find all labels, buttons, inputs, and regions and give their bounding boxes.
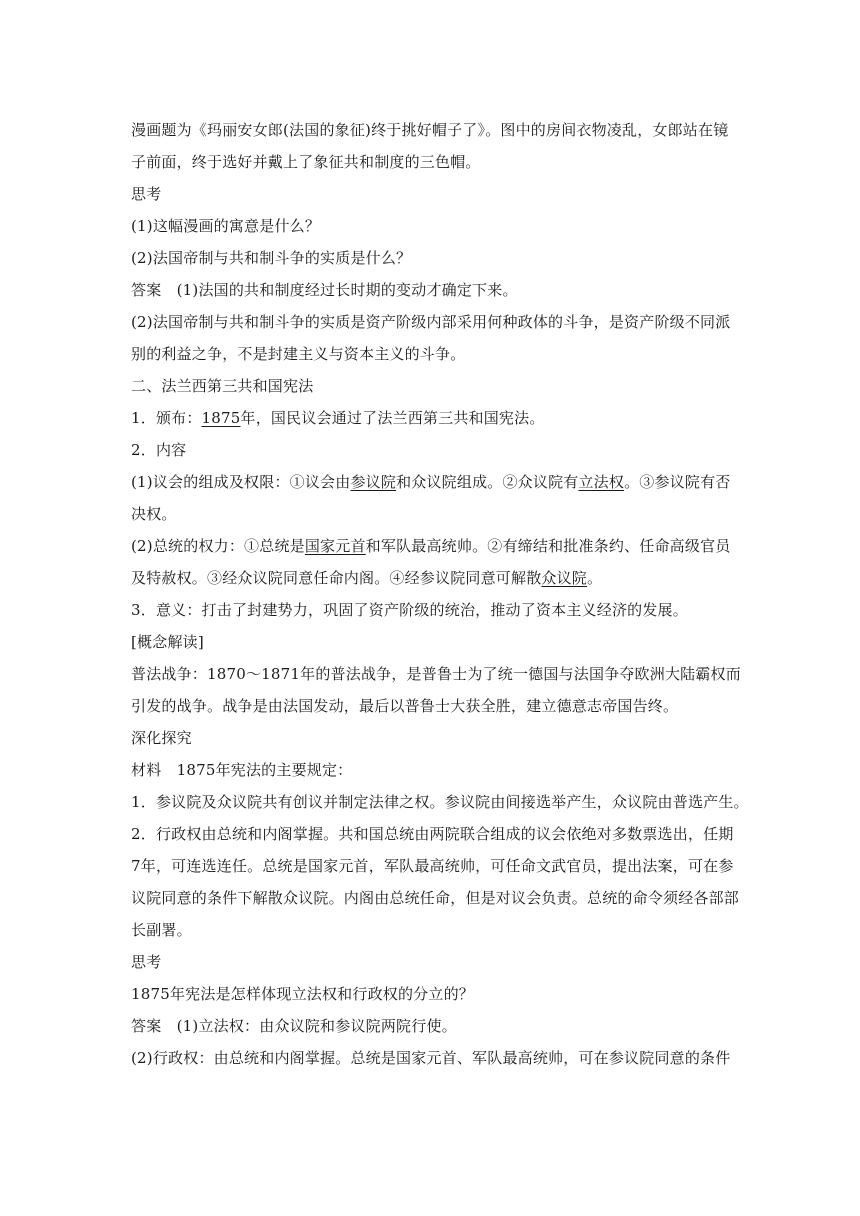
- text-segment: 引发的战争。战争是由法国发动，最后以普鲁士大获全胜，建立德意志帝国告终。: [131, 697, 679, 715]
- text-line: [131, 466, 741, 498]
- text-line: [131, 114, 741, 146]
- text-segment: 1．参议院及众议院共有创议并制定法律之权。参议院由间接选举产生，众议院由普选产生。: [131, 793, 749, 811]
- text-line: [131, 562, 741, 594]
- text-line: [131, 626, 741, 658]
- text-segment: 思考: [131, 953, 162, 971]
- text-segment: 思考: [131, 185, 162, 203]
- text-segment: 普法战争：1870～1871年的普法战争，是普鲁士为了统一德国与法国争夺欧洲大陆霸权而: [131, 665, 741, 683]
- text-segment: 1．颁布：: [131, 409, 202, 427]
- text-segment: (2)法国帝制与共和制斗争的实质是什么？: [131, 249, 412, 267]
- text-line: [131, 434, 741, 466]
- text-segment: 1875年宪法是怎样体现立法权和行政权的分立的？: [131, 985, 474, 1003]
- text-line: [131, 1010, 741, 1042]
- text-segment: 材料 1875年宪法的主要规定：: [131, 761, 353, 779]
- text-line: [131, 178, 741, 210]
- text-segment: 7年，可连选连任。总统是国家元首，军队最高统帅，可任命文武官员，提出法案，可在参: [131, 857, 734, 875]
- underlined-term: 1875: [201, 409, 241, 427]
- text-segment: 和军队最高统帅。②有缔结和批准条约、任命高级官员: [365, 537, 731, 555]
- text-segment: (2)行政权：由总统和内阁掌握。总统是国家元首、军队最高统帅，可在参议院同意的条件: [131, 1049, 731, 1067]
- text-segment: 深化探究: [131, 729, 192, 747]
- text-segment: (1)议会的组成及权限：①议会由: [131, 473, 351, 491]
- underlined-term: 参议院: [350, 473, 397, 491]
- text-line: [131, 946, 741, 978]
- text-line: [131, 786, 749, 818]
- underlined-term: 立法权: [578, 473, 625, 491]
- text-segment: 长副署。: [131, 921, 192, 939]
- text-line: [131, 498, 741, 530]
- underlined-term: 国家元首: [304, 537, 366, 555]
- text-line: [131, 978, 741, 1010]
- text-line: [131, 306, 741, 338]
- underlined-term: 众议院: [541, 569, 588, 587]
- text-line: [131, 338, 741, 370]
- text-segment: 议院同意的条件下解散众议院。内阁由总统任命，但是对议会负责。总统的命令须经各部部: [131, 889, 740, 907]
- text-line: [131, 882, 741, 914]
- text-line: [131, 754, 741, 786]
- text-line: [131, 658, 741, 690]
- text-line: [131, 914, 741, 946]
- text-segment: (1)这幅漫画的寓意是什么？: [131, 217, 321, 235]
- text-line: [131, 818, 741, 850]
- text-segment: 别的利益之争，不是封建主义与资本主义的斗争。: [131, 345, 466, 363]
- text-segment: 2．内容: [131, 441, 187, 459]
- text-line: [131, 722, 741, 754]
- text-segment: 子前面，终于选好并戴上了象征共和制度的三色帽。: [131, 153, 481, 171]
- text-segment: 漫画题为《玛丽安女郎(法国的象征)终于挑好帽子了》。图中的房间衣物凌乱，女郎站在镜: [131, 121, 729, 139]
- text-line: [131, 242, 741, 274]
- text-line: [131, 146, 741, 178]
- text-segment: 及特赦权。③经众议院同意任命内阁。④经参议院同意可解散: [131, 569, 542, 587]
- text-segment: 和众议院组成。②众议院有: [396, 473, 579, 491]
- text-segment: (2)总统的权力：①总统是: [131, 537, 305, 555]
- text-line: [131, 402, 741, 434]
- text-line: [131, 594, 741, 626]
- text-line: [131, 690, 741, 722]
- text-line: [131, 210, 741, 242]
- text-line: [131, 850, 741, 882]
- text-segment: (2)法国帝制与共和制斗争的实质是资产阶级内部采用何种政体的斗争，是资产阶级不同派: [131, 313, 731, 331]
- text-segment: 。: [587, 569, 603, 587]
- document-page: [131, 114, 749, 1074]
- text-line: [131, 274, 741, 306]
- text-segment: 答案 (1)立法权：由众议院和参议院两院行使。: [131, 1017, 457, 1035]
- text-segment: [概念解读]: [131, 633, 204, 651]
- text-segment: 。③参议院有否: [624, 473, 731, 491]
- text-segment: 2．行政权由总统和内阁掌握。共和国总统由两院联合组成的议会依绝对多数票选出，任期: [131, 825, 734, 843]
- text-segment: 年，国民议会通过了法兰西第三共和国宪法。: [240, 409, 545, 427]
- text-segment: 3．意义：打击了封建势力，巩固了资产阶级的统治，推动了资本主义经济的发展。: [131, 601, 688, 619]
- text-segment: 答案 (1)法国的共和制度经过长时期的变动才确定下来。: [131, 281, 518, 299]
- text-line: [131, 370, 741, 402]
- text-line: [131, 530, 741, 562]
- text-segment: 二、法兰西第三共和国宪法: [131, 377, 314, 395]
- text-segment: 决权。: [131, 505, 177, 523]
- text-line: [131, 1042, 741, 1074]
